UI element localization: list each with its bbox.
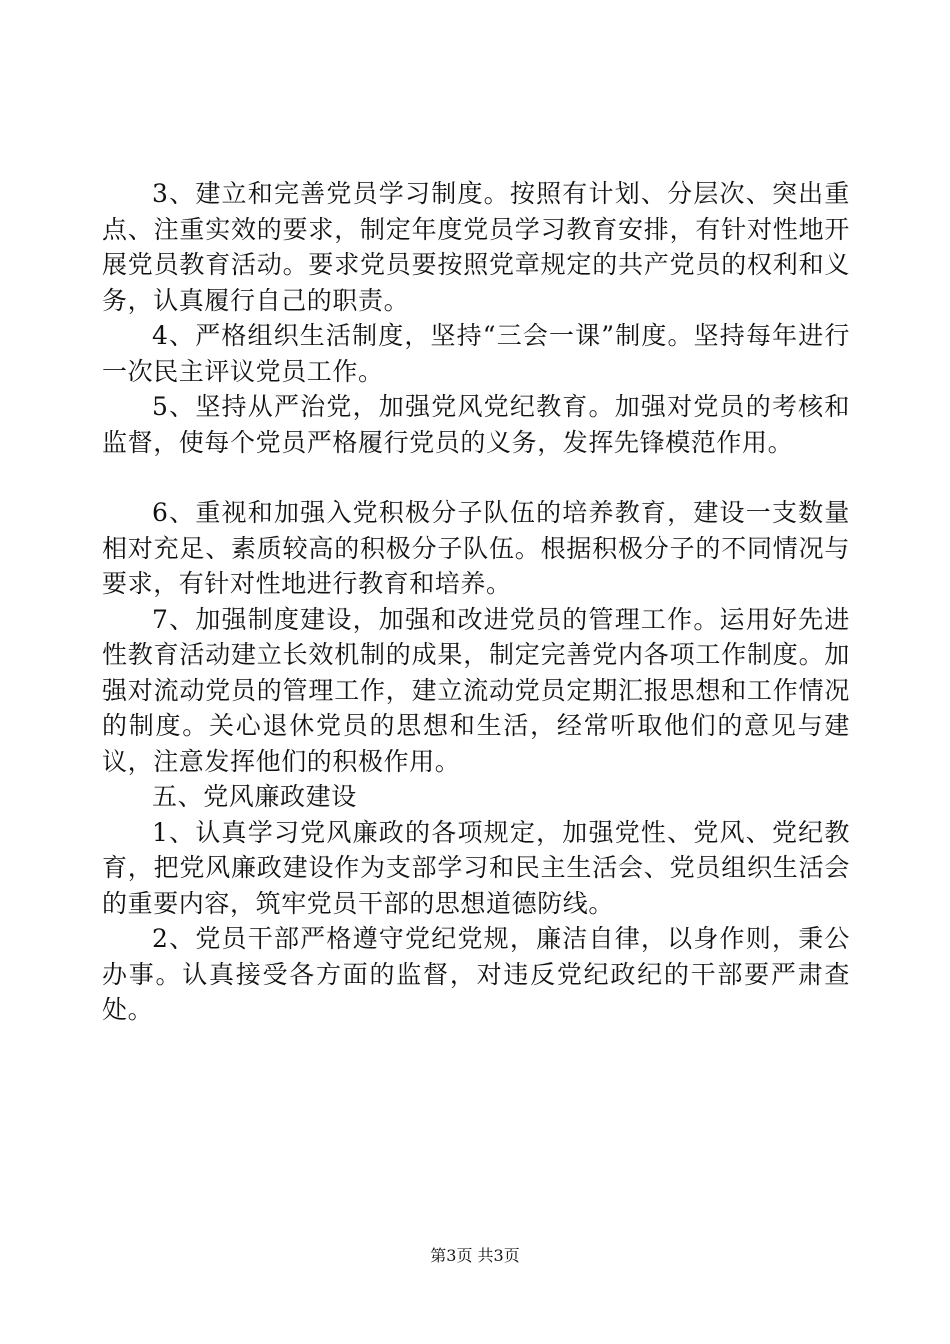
- document-body: [102, 176, 850, 1028]
- paragraph-item-4: 4、严格组织生活制度，坚持“三会一课”制度。坚持每年进行一次民主评议党员工作。: [102, 321, 850, 386]
- paragraph-item-6: 6、重视和加强入党积极分子队伍的培养教育，建设一支数量相对充足、素质较高的积极分子队伍。根据积极分子的不同情况与要求，有针对性地进行教育和培养。: [102, 498, 850, 598]
- paragraph-item-1: 1、认真学习党风廉政的各项规定，加强党性、党风、党纪教育，把党风廉政建设作为支部学习和民主生活会、党员组织生活会的重要内容，筑牢党员干部的思想道德防线。: [102, 817, 850, 918]
- paragraph-item-5: 5、坚持从严治党，加强党风党纪教育。加强对党员的考核和监督，使每个党员严格履行党员的义务，发挥先锋模范作用。: [102, 392, 850, 457]
- paragraph-item-7: 7、加强制度建设，加强和改进党员的管理工作。运用好先进性教育活动建立长效机制的成果，制定完善党内各项工作制度。加强对流动党员的管理工作，建立流动党员定期汇报思想和工作情况的制度。关心退休党员的思想和生活，经常听取他们的意见与建议，注意发挥他们的积极作用。: [102, 604, 850, 776]
- section-heading-5: 五、党风廉政建设: [152, 782, 357, 811]
- paragraph-item-2: 2、党员干部严格遵守党纪党规，廉洁自律，以身作则，秉公办事。认真接受各方面的监督，对违反党纪政纪的干部要严肃查处。: [102, 924, 850, 1024]
- page-number: 第3页 共3页: [430, 1246, 520, 1265]
- paragraph-item-3: 3、建立和完善党员学习制度。按照有计划、分层次、突出重点、注重实效的要求，制定年度党员学习教育安排，有针对性地开展党员教育活动。要求党员要按照党章规定的共产党员的权利和义务，认真履行自己的职责。: [102, 179, 850, 315]
